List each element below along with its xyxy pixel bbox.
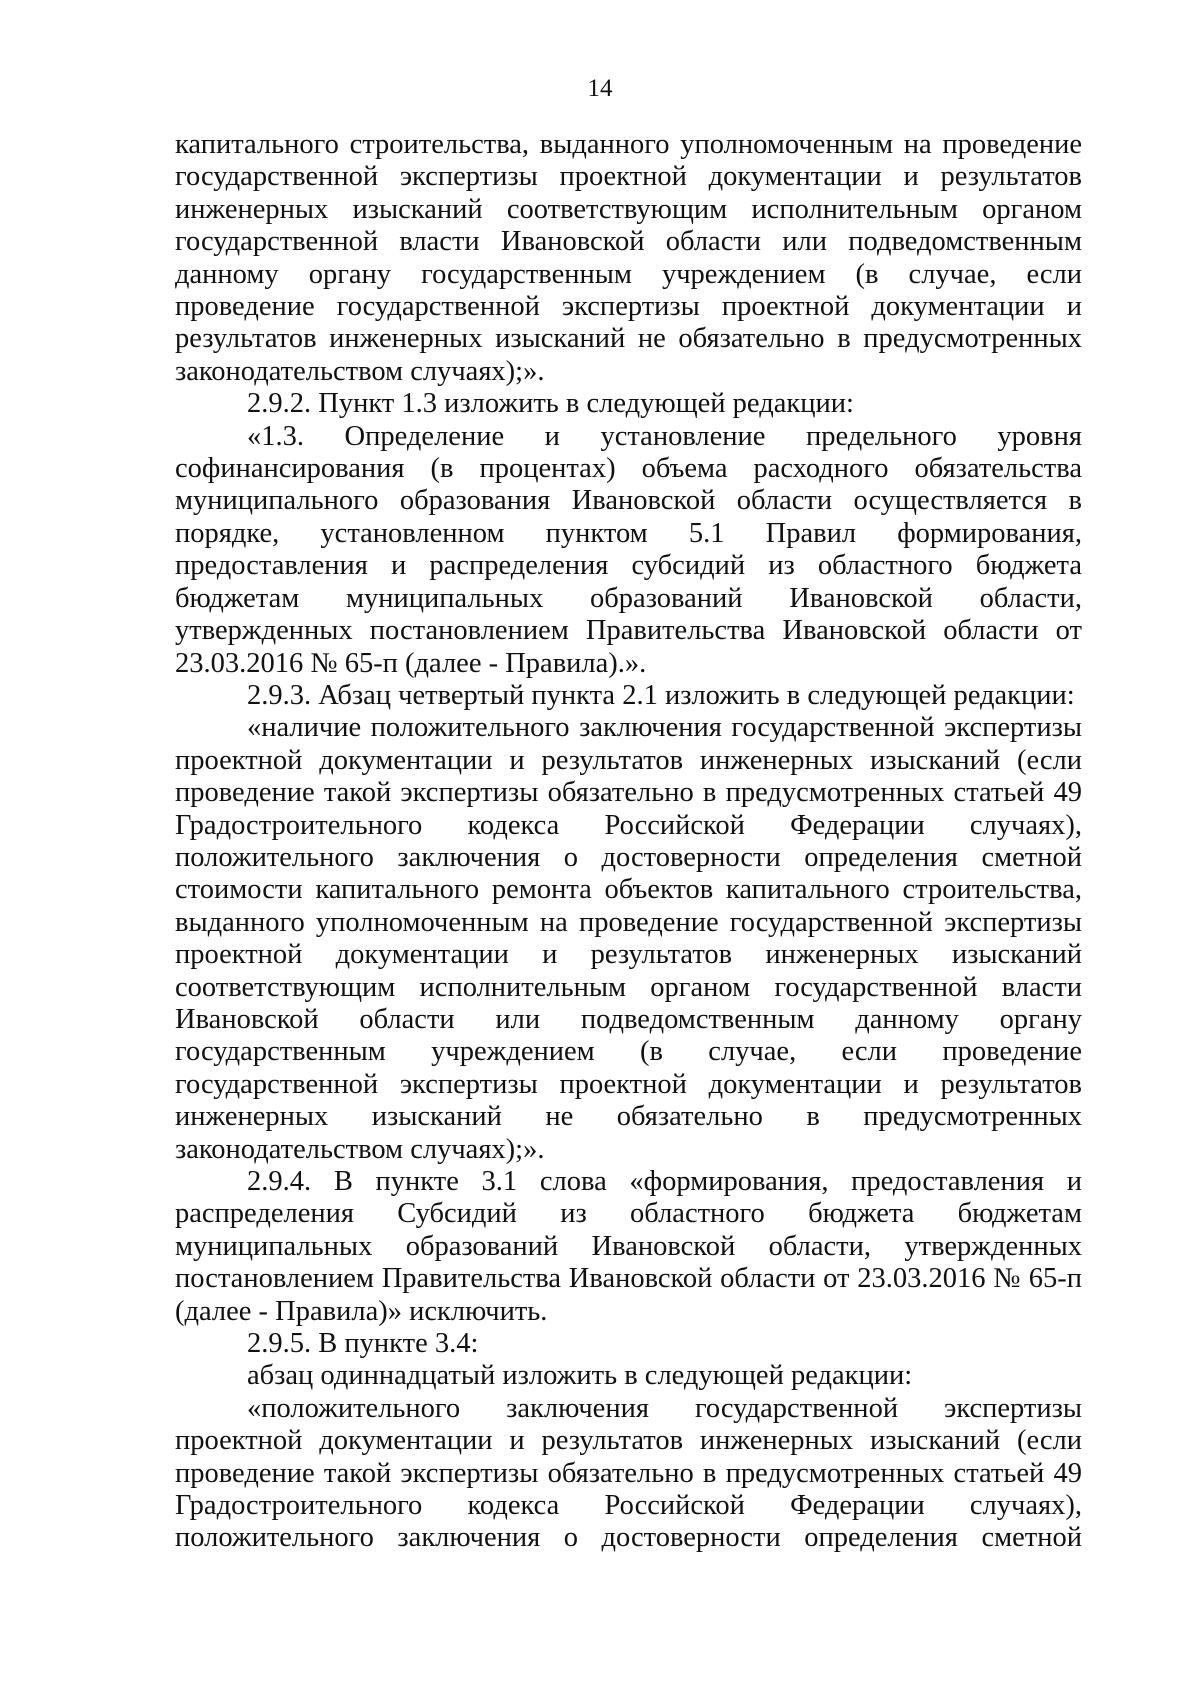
- paragraph-eleventh-abzac: абзац одиннадцатый изложить в следующей редакции:: [247, 1360, 913, 1392]
- page-number: 14: [587, 75, 613, 102]
- paragraph-2-9-5: 2.9.5. В пункте 3.4:: [247, 1328, 479, 1360]
- paragraph-positive-conclusion-2: «положительного заключения государственной экспертизы проектной документации и результатов инженерных изысканий (если проведение такой экспертизы обязательно в предусмотренных статьей 49 Градостроительного кодекса Российской Федерации случаях), положительного заключения о достоверности определения сметной: [175, 1392, 1082, 1554]
- document-body: [175, 129, 1082, 1555]
- paragraph-2-9-2: 2.9.2. Пункт 1.3 изложить в следующей редакции:: [247, 388, 854, 420]
- paragraph-2-9-3: 2.9.3. Абзац четвертый пункта 2.1 изложить в следующей редакции:: [247, 679, 1075, 711]
- paragraph-2-9-4: 2.9.4. В пункте 3.1 слова «формирования, предоставления и распределения Субсидий из областного бюджета бюджетам муниципальных образований Ивановской области, утвержденных постановлением Правительства Ивановской области от 23.03.2016 № 65-п (далее - Правила)» исключить.: [175, 1166, 1082, 1327]
- paragraph-continuation: капитального строительства, выданного уполномоченным на проведение государственной экспертизы проектной документации и результатов инженерных изысканий соответствующим исполнительным органом государственной власти Ивановской области или подведомственным данному органу государственным учреждением (в случае, если проведение государственной экспертизы проектной документации и результатов инженерных изысканий не обязательно в предусмотренных законодательством случаях);».: [175, 129, 1082, 387]
- paragraph-positive-conclusion: «наличие положительного заключения государственной экспертизы проектной документации и результатов инженерных изысканий (если проведение такой экспертизы обязательно в предусмотренных статьей 49 Градостроительного кодекса Российской Федерации случаях), положительного заключения о достоверности определения сметной стоимости капитального ремонта объектов капитального строительства, выданного уполномоченным на проведение государственной экспертизы проектной документации и результатов инженерных изысканий соответствующим исполнительным органом государственной власти Ивановской области или подведомственным данному органу государственным учреждением (в случае, если проведение государственной экспертизы проектной документации и результатов инженерных изысканий не обязательно в предусмотренных законодательством случаях);».: [175, 712, 1082, 1165]
- paragraph-item-1-3: «1.3. Определение и установление предельного уровня софинансирования (в процентах) объема расходного обязательства муниципального образования Ивановской области осуществляется в порядке, установленном пунктом 5.1 Правил формирования, предоставления и распределения субсидий из областного бюджета бюджетам муниципальных образований Ивановской области, утвержденных постановлением Правительства Ивановской области от 23.03.2016 № 65-п (далее - Правила).».: [175, 420, 1082, 679]
